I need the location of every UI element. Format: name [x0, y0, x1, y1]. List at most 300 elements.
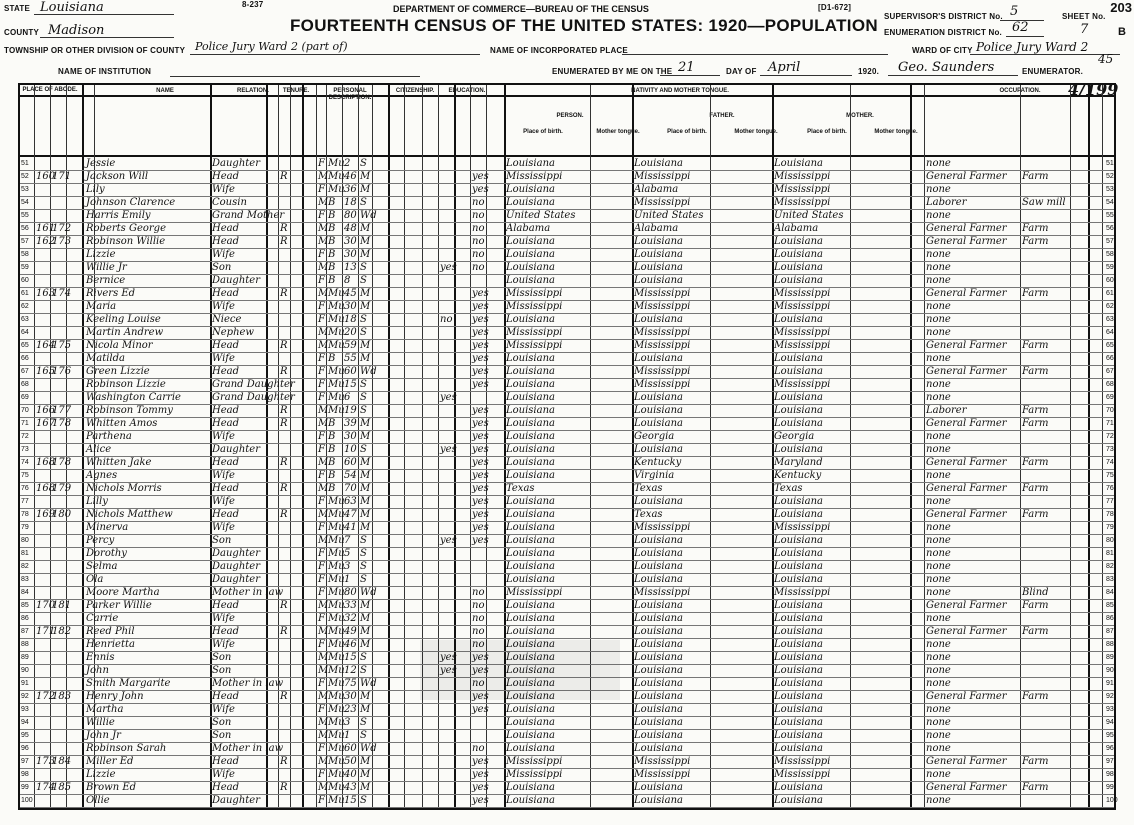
line-number: 62: [21, 303, 29, 310]
line-number-right: 86: [1106, 615, 1114, 622]
cell-read: yes: [472, 444, 489, 455]
line-number-right: 79: [1106, 524, 1114, 531]
cell-occupation: none: [926, 262, 951, 273]
cell-industry: Farm: [1022, 288, 1049, 299]
cell-family: 185: [52, 782, 72, 793]
cell-age: 1: [344, 730, 351, 741]
cell-family: 171: [52, 171, 72, 182]
line-number-right: 77: [1106, 498, 1114, 505]
line-number-right: 54: [1106, 199, 1114, 206]
cell-sex: M: [318, 509, 329, 520]
cell-relation: Head: [212, 483, 240, 494]
cell-age: 8: [344, 275, 351, 286]
cell-age: 7: [344, 535, 351, 546]
paper-stain: [420, 640, 620, 700]
cell-sex: M: [318, 327, 329, 338]
cell-race: Mu: [328, 288, 345, 299]
cell-relation: Wife: [212, 704, 235, 715]
cell-age: 75: [344, 678, 357, 689]
table-row: [20, 742, 1114, 755]
line-number: 98: [21, 771, 29, 778]
cell-father-birth: Louisiana: [634, 275, 683, 286]
cell-industry: Farm: [1022, 340, 1049, 351]
cell-race: Mu: [328, 639, 345, 650]
table-row: [20, 326, 1114, 339]
cell-relation: Grand Mother: [212, 210, 285, 221]
cell-birth: Louisiana: [506, 366, 555, 377]
col-group-tenure: TENURE.: [282, 88, 310, 94]
cell-school: yes: [440, 665, 457, 676]
cell-race: Mu: [328, 665, 345, 676]
line-number-right: 100: [1106, 797, 1118, 804]
cell-name: Rivers Ed: [86, 288, 136, 299]
cell-name: Ennis: [86, 652, 115, 663]
line-number: 66: [21, 355, 29, 362]
cell-read: no: [472, 249, 485, 260]
line-number-right: 71: [1106, 420, 1114, 427]
cell-marital: S: [360, 158, 367, 169]
line-number: 85: [21, 602, 29, 609]
table-row: [20, 573, 1114, 586]
cell-occupation: Laborer: [926, 405, 967, 416]
cell-sex: M: [318, 418, 329, 429]
cell-marital: S: [360, 717, 367, 728]
cell-age: 46: [344, 171, 357, 182]
cell-mother-birth: Maryland: [774, 457, 823, 468]
cell-tenure: R: [280, 236, 288, 247]
cell-father-birth: Louisiana: [634, 782, 683, 793]
cell-mother-birth: Louisiana: [774, 236, 823, 247]
cell-read: yes: [472, 756, 489, 767]
table-row: [20, 261, 1114, 274]
cell-read: yes: [472, 470, 489, 481]
cell-marital: S: [360, 535, 367, 546]
cell-relation: Wife: [212, 431, 235, 442]
cell-race: Mu: [328, 743, 345, 754]
cell-relation: Daughter: [212, 444, 260, 455]
cell-relation: Wife: [212, 249, 235, 260]
line-number: 78: [21, 511, 29, 518]
line-number-right: 90: [1106, 667, 1114, 674]
cell-name: Alice: [86, 444, 112, 455]
cell-race: Mu: [328, 678, 345, 689]
cell-marital: S: [360, 665, 367, 676]
line-number-right: 97: [1106, 758, 1114, 765]
table-row: [20, 781, 1114, 794]
cell-occupation: General Farmer: [926, 457, 1007, 468]
cell-relation: Wife: [212, 522, 235, 533]
line-number: 76: [21, 485, 29, 492]
cell-marital: Wd: [360, 210, 377, 221]
cell-age: 12: [344, 665, 357, 676]
cell-name: Matilda: [86, 353, 125, 364]
cell-read: yes: [472, 691, 489, 702]
cell-sex: M: [318, 405, 329, 416]
cell-age: 30: [344, 249, 357, 260]
cell-age: 15: [344, 379, 357, 390]
cell-name: Parker Willie: [86, 600, 152, 611]
cell-birth: Louisiana: [506, 795, 555, 806]
cell-age: 18: [344, 197, 357, 208]
cell-read: yes: [472, 405, 489, 416]
cell-race: Mu: [328, 717, 345, 728]
cell-occupation: none: [926, 652, 951, 663]
col-mother-tongue-father: Mother tongue.: [734, 129, 778, 135]
cell-relation: Son: [212, 652, 232, 663]
line-number: 93: [21, 706, 29, 713]
cell-race: Mu: [328, 769, 345, 780]
line-number: 60: [21, 277, 29, 284]
cell-read: yes: [472, 288, 489, 299]
col-group-occupation: OCCUPATION.: [999, 88, 1041, 94]
cell-age: 3: [344, 561, 351, 572]
line-number: 92: [21, 693, 29, 700]
cell-mother-birth: Louisiana: [774, 561, 823, 572]
cell-marital: M: [360, 522, 371, 533]
cell-sex: M: [318, 626, 329, 637]
line-number-right: 88: [1106, 641, 1114, 648]
cell-school: yes: [440, 535, 457, 546]
cell-marital: M: [360, 171, 371, 182]
cell-mother-birth: United States: [774, 210, 844, 221]
cell-relation: Head: [212, 691, 240, 702]
cell-relation: Head: [212, 782, 240, 793]
col-group-mother: MOTHER.: [846, 113, 874, 119]
table-row: [20, 482, 1114, 495]
cell-dwelling: 169: [36, 509, 56, 520]
table-row: [20, 768, 1114, 781]
cell-marital: S: [360, 730, 367, 741]
cell-occupation: none: [926, 353, 951, 364]
cell-name: Washington Carrie: [86, 392, 181, 403]
cell-sex: F: [318, 743, 325, 754]
cell-occupation: none: [926, 496, 951, 507]
cell-race: Mu: [328, 158, 345, 169]
cell-name: Selma: [86, 561, 118, 572]
line-number: 56: [21, 225, 29, 232]
cell-father-birth: Mississippi: [634, 327, 691, 338]
cell-birth: Mississippi: [506, 587, 563, 598]
cell-occupation: none: [926, 392, 951, 403]
cell-mother-birth: Texas: [774, 483, 803, 494]
cell-sex: F: [318, 353, 325, 364]
cell-race: Mu: [328, 613, 345, 624]
cell-birth: Louisiana: [506, 353, 555, 364]
cell-school: yes: [440, 444, 457, 455]
cell-occupation: none: [926, 210, 951, 221]
incorporated-place-label: NAME OF INCORPORATED PLACE: [490, 46, 628, 55]
cell-father-birth: Texas: [634, 483, 663, 494]
cell-race: B: [328, 262, 336, 273]
line-number-right: 60: [1106, 277, 1114, 284]
cell-marital: M: [360, 431, 371, 442]
cell-relation: Head: [212, 171, 240, 182]
township-label: TOWNSHIP OR OTHER DIVISION OF COUNTY: [4, 46, 186, 55]
cell-read: yes: [472, 704, 489, 715]
cell-sex: M: [318, 483, 329, 494]
cell-relation: Head: [212, 366, 240, 377]
cell-relation: Mother in law: [212, 678, 284, 689]
line-number-right: 56: [1106, 225, 1114, 232]
cell-relation: Head: [212, 223, 240, 234]
cell-marital: M: [360, 756, 371, 767]
cell-marital: M: [360, 769, 371, 780]
ed-value: 62: [1012, 20, 1029, 35]
cell-occupation: General Farmer: [926, 756, 1007, 767]
cell-tenure: R: [280, 405, 288, 416]
line-number: 54: [21, 199, 29, 206]
cell-birth: Mississippi: [506, 171, 563, 182]
table-row: [20, 495, 1114, 508]
cell-birth: Louisiana: [506, 470, 555, 481]
cell-name: Ola: [86, 574, 104, 585]
cell-relation: Son: [212, 535, 232, 546]
cell-race: B: [328, 210, 336, 221]
cell-name: Jackson Will: [86, 171, 149, 182]
cell-read: yes: [472, 184, 489, 195]
cell-age: 18: [344, 314, 357, 325]
cell-dwelling: 160: [36, 171, 56, 182]
cell-dwelling: 174: [36, 782, 56, 793]
cell-sex: F: [318, 639, 325, 650]
cell-father-birth: Louisiana: [634, 236, 683, 247]
cell-industry: Farm: [1022, 171, 1049, 182]
table-row: [20, 313, 1114, 326]
cell-marital: M: [360, 691, 371, 702]
table-row: [20, 755, 1114, 768]
cell-age: 60: [344, 366, 357, 377]
cell-name: John: [86, 665, 109, 676]
cell-occupation: none: [926, 535, 951, 546]
table-row: [20, 391, 1114, 404]
enumerated-day: 21: [678, 60, 695, 75]
line-number: 74: [21, 459, 29, 466]
line-number-right: 58: [1106, 251, 1114, 258]
cell-mother-birth: Louisiana: [774, 262, 823, 273]
cell-father-birth: Louisiana: [634, 158, 683, 169]
enumerator-label: ENUMERATOR.: [1022, 67, 1084, 76]
cell-name: Smith Margarite: [86, 678, 171, 689]
cell-race: Mu: [328, 509, 345, 520]
cell-read: no: [472, 236, 485, 247]
line-number-right: 63: [1106, 316, 1114, 323]
cell-name: Whitten Amos: [86, 418, 158, 429]
cell-marital: M: [360, 418, 371, 429]
cell-dwelling: 170: [36, 600, 56, 611]
form-number: 8-237: [242, 0, 264, 9]
cell-age: 39: [344, 418, 357, 429]
cell-marital: S: [360, 314, 367, 325]
cell-name: John Jr: [86, 730, 121, 741]
cell-marital: S: [360, 275, 367, 286]
cell-sex: F: [318, 678, 325, 689]
line-number-right: 94: [1106, 719, 1114, 726]
cell-name: Parthena: [86, 431, 132, 442]
cell-name: Henry John: [86, 691, 144, 702]
line-number: 55: [21, 212, 29, 219]
cell-sex: M: [318, 730, 329, 741]
col-group-place: PLACE OF ABODE.: [22, 87, 78, 93]
cell-sex: F: [318, 444, 325, 455]
cell-mother-birth: Louisiana: [774, 275, 823, 286]
cell-sex: M: [318, 665, 329, 676]
cell-father-birth: Louisiana: [634, 561, 683, 572]
cell-mother-birth: Louisiana: [774, 704, 823, 715]
cell-relation: Head: [212, 340, 240, 351]
line-number: 70: [21, 407, 29, 414]
line-number: 86: [21, 615, 29, 622]
enumerated-month: April: [768, 60, 801, 75]
cell-sex: M: [318, 691, 329, 702]
col-mother-tongue-person: Mother tongue.: [596, 129, 640, 135]
cell-marital: M: [360, 483, 371, 494]
cell-father-birth: Louisiana: [634, 249, 683, 260]
line-number: 63: [21, 316, 29, 323]
line-number: 79: [21, 524, 29, 531]
cell-occupation: none: [926, 561, 951, 572]
cell-relation: Wife: [212, 613, 235, 624]
margin-note-folio: 4/199: [1068, 80, 1119, 99]
supervisor-value: 5: [1010, 4, 1019, 19]
cell-age: 41: [344, 522, 357, 533]
col-group-nativity: NATIVITY AND MOTHER TONGUE.: [631, 88, 729, 94]
cell-name: Green Lizzie: [86, 366, 150, 377]
cell-relation: Grand Daughter: [212, 379, 295, 390]
cell-dwelling: 161: [36, 223, 56, 234]
cell-tenure: R: [280, 626, 288, 637]
cell-mother-birth: Louisiana: [774, 717, 823, 728]
day-of-label: DAY OF: [726, 67, 757, 76]
cell-race: Mu: [328, 171, 345, 182]
cell-race: B: [328, 418, 336, 429]
cell-read: yes: [472, 418, 489, 429]
cell-relation: Daughter: [212, 158, 260, 169]
cell-age: 55: [344, 353, 357, 364]
cell-father-birth: Mississippi: [634, 587, 691, 598]
cell-name: Reed Phil: [86, 626, 135, 637]
cell-father-birth: Louisiana: [634, 535, 683, 546]
cell-industry: Farm: [1022, 366, 1049, 377]
cell-read: yes: [472, 509, 489, 520]
cell-age: 20: [344, 327, 357, 338]
cell-tenure: R: [280, 457, 288, 468]
line-number-right: 62: [1106, 303, 1114, 310]
table-row: [20, 729, 1114, 742]
cell-read: yes: [472, 327, 489, 338]
cell-dwelling: 163: [36, 288, 56, 299]
cell-mother-birth: Louisiana: [774, 600, 823, 611]
cell-marital: Wd: [360, 366, 377, 377]
cell-name: Dorothy: [86, 548, 127, 559]
col-place-of-birth-person: Place of birth.: [523, 129, 563, 135]
form-code: [D1-672]: [818, 3, 852, 12]
line-number: 61: [21, 290, 29, 297]
line-number: 88: [21, 641, 29, 648]
cell-father-birth: Louisiana: [634, 548, 683, 559]
cell-relation: Grand Daughter: [212, 392, 295, 403]
cell-race: Mu: [328, 340, 345, 351]
cell-tenure: R: [280, 340, 288, 351]
cell-tenure: R: [280, 418, 288, 429]
cell-marital: S: [360, 327, 367, 338]
cell-school: yes: [440, 652, 457, 663]
cell-birth: Louisiana: [506, 522, 555, 533]
cell-birth: Mississippi: [506, 756, 563, 767]
table-row: [20, 703, 1114, 716]
table-row: [20, 430, 1114, 443]
cell-birth: Louisiana: [506, 496, 555, 507]
cell-sex: F: [318, 587, 325, 598]
county-label: COUNTY: [4, 28, 39, 37]
cell-birth: Mississippi: [506, 340, 563, 351]
cell-occupation: General Farmer: [926, 418, 1007, 429]
cell-dwelling: 173: [36, 756, 56, 767]
line-number: 94: [21, 719, 29, 726]
cell-birth: Louisiana: [506, 249, 555, 260]
cell-age: 30: [344, 301, 357, 312]
cell-read: no: [472, 223, 485, 234]
cell-marital: S: [360, 379, 367, 390]
cell-sex: F: [318, 314, 325, 325]
cell-industry: Farm: [1022, 418, 1049, 429]
cell-name: Agnes: [86, 470, 118, 481]
cell-occupation: none: [926, 587, 951, 598]
cell-occupation: General Farmer: [926, 626, 1007, 637]
cell-age: 43: [344, 782, 357, 793]
cell-marital: M: [360, 249, 371, 260]
cell-dwelling: 165: [36, 366, 56, 377]
cell-father-birth: Texas: [634, 509, 663, 520]
cell-mother-birth: Louisiana: [774, 314, 823, 325]
line-number-right: 51: [1106, 160, 1114, 167]
cell-occupation: none: [926, 665, 951, 676]
cell-mother-birth: Louisiana: [774, 353, 823, 364]
cell-sex: M: [318, 262, 329, 273]
cell-read: no: [472, 743, 485, 754]
cell-marital: M: [360, 509, 371, 520]
col-group-relation: RELATION.: [237, 88, 269, 94]
cell-race: Mu: [328, 366, 345, 377]
cell-name: Keeling Louise: [86, 314, 161, 325]
cell-race: Mu: [328, 561, 345, 572]
cell-occupation: none: [926, 522, 951, 533]
cell-sex: M: [318, 236, 329, 247]
cell-mother-birth: Mississippi: [774, 340, 831, 351]
line-number-right: 53: [1106, 186, 1114, 193]
cell-father-birth: Louisiana: [634, 652, 683, 663]
col-group-name: NAME: [156, 88, 174, 94]
line-number: 73: [21, 446, 29, 453]
cell-tenure: R: [280, 691, 288, 702]
cell-birth: Louisiana: [506, 314, 555, 325]
cell-occupation: none: [926, 704, 951, 715]
line-number-right: 80: [1106, 537, 1114, 544]
cell-mother-birth: Mississippi: [774, 769, 831, 780]
cell-relation: Head: [212, 626, 240, 637]
line-number-right: 78: [1106, 511, 1114, 518]
cell-father-birth: Louisiana: [634, 444, 683, 455]
cell-relation: Mother in law: [212, 587, 284, 598]
census-grid: [18, 83, 1116, 810]
line-number-right: 59: [1106, 264, 1114, 271]
line-number: 71: [21, 420, 29, 427]
cell-father-birth: Louisiana: [634, 639, 683, 650]
cell-name: Robinson Willie: [86, 236, 166, 247]
line-number-right: 75: [1106, 472, 1114, 479]
cell-marital: S: [360, 444, 367, 455]
cell-sex: M: [318, 197, 329, 208]
cell-relation: Daughter: [212, 275, 260, 286]
